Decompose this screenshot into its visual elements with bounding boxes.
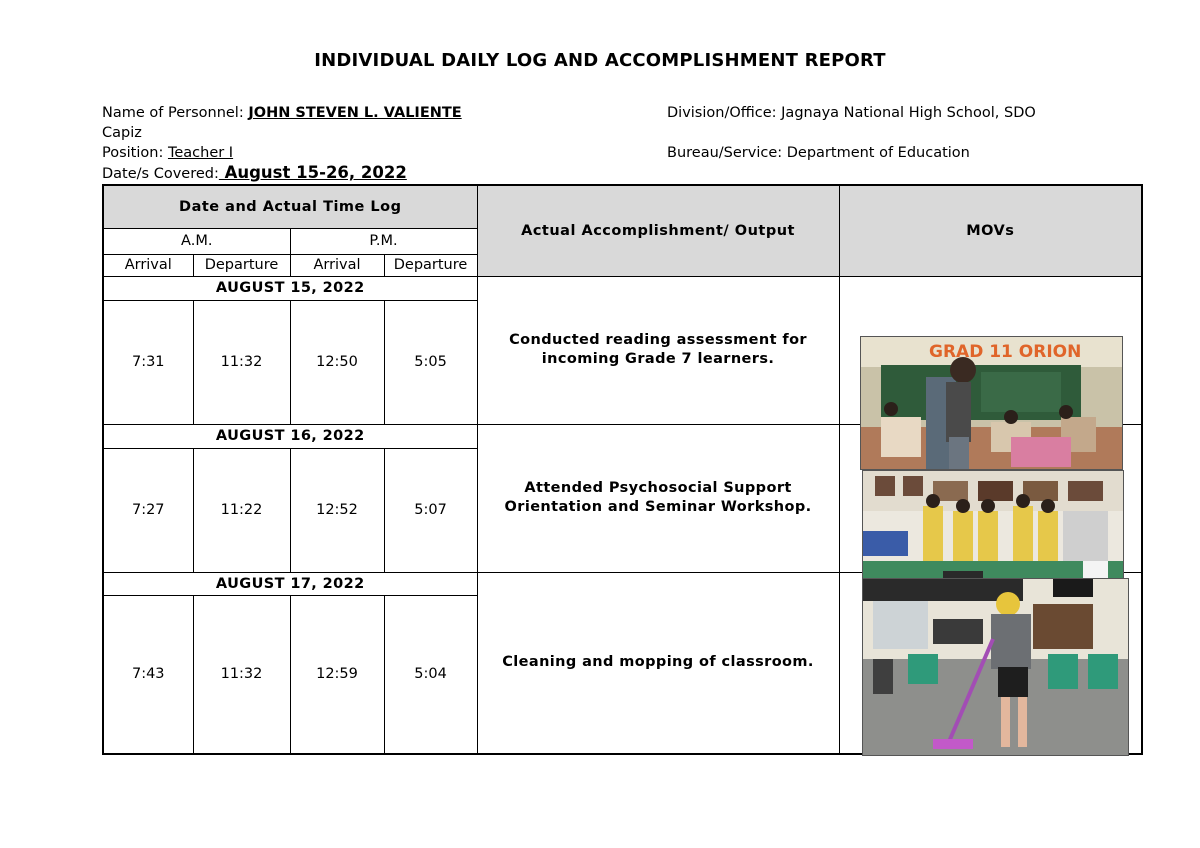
am-departure-time: 11:32: [193, 300, 290, 424]
classroom-cleaning-photo: [862, 578, 1129, 756]
am-header: A.M.: [103, 228, 290, 254]
personnel-name-line: [102, 103, 462, 123]
accomplishment-cell: Attended Psychosocial Support Orientation and Seminar Workshop.: [477, 424, 839, 572]
dates-covered-line: [102, 163, 407, 184]
bureau-service: Bureau/Service: Department of Education: [667, 145, 970, 161]
seminar-workshop-photo: [862, 470, 1124, 590]
classroom-sign-text: GRAD 11 ORION: [929, 342, 1082, 362]
am-departure-header: Departure: [193, 254, 290, 276]
position-line: [102, 143, 233, 163]
classroom-assessment-photo: [860, 336, 1123, 470]
am-arrival-time: 7:31: [103, 300, 193, 424]
report-title: INDIVIDUAL DAILY LOG AND ACCOMPLISHMENT REPORT: [314, 50, 886, 71]
date-label: AUGUST 15, 2022: [103, 276, 477, 300]
pm-arrival-time: 12:59: [290, 595, 384, 754]
time-log-header: Date and Actual Time Log: [103, 185, 477, 228]
am-departure-time: 11:32: [193, 595, 290, 754]
pm-arrival-time: 12:52: [290, 448, 384, 572]
am-arrival-time: 7:43: [103, 595, 193, 754]
pm-departure-header: Departure: [384, 254, 477, 276]
am-arrival-time: 7:27: [103, 448, 193, 572]
pm-header: P.M.: [290, 228, 477, 254]
pm-arrival-header: Arrival: [290, 254, 384, 276]
division-office: Division/Office: Jagnaya National High School, SDO: [667, 105, 1036, 121]
accomplishment-cell: Cleaning and mopping of classroom.: [477, 572, 839, 754]
personnel-name-value: JOHN STEVEN L. VALIENTE: [248, 105, 462, 121]
movs-header: MOVs: [839, 185, 1142, 276]
personnel-name-label: Name of Personnel:: [102, 105, 249, 121]
dates-covered-value: August 15-26, 2022: [218, 163, 407, 182]
date-label: AUGUST 17, 2022: [103, 572, 477, 595]
position-label: Position:: [102, 145, 168, 161]
division-office-continued: Capiz: [102, 125, 142, 141]
dates-covered-label: Date/s Covered:: [102, 166, 219, 182]
am-arrival-header: Arrival: [103, 254, 193, 276]
pm-departure-time: 5:04: [384, 595, 477, 754]
am-departure-time: 11:22: [193, 448, 290, 572]
pm-arrival-time: 12:50: [290, 300, 384, 424]
date-label: AUGUST 16, 2022: [103, 424, 477, 448]
accomplishment-header: Actual Accomplishment/ Output: [477, 185, 839, 276]
accomplishment-cell: Conducted reading assessment for incoming Grade 7 learners.: [477, 276, 839, 424]
pm-departure-time: 5:07: [384, 448, 477, 572]
pm-departure-time: 5:05: [384, 300, 477, 424]
position-value: Teacher I: [167, 145, 234, 161]
